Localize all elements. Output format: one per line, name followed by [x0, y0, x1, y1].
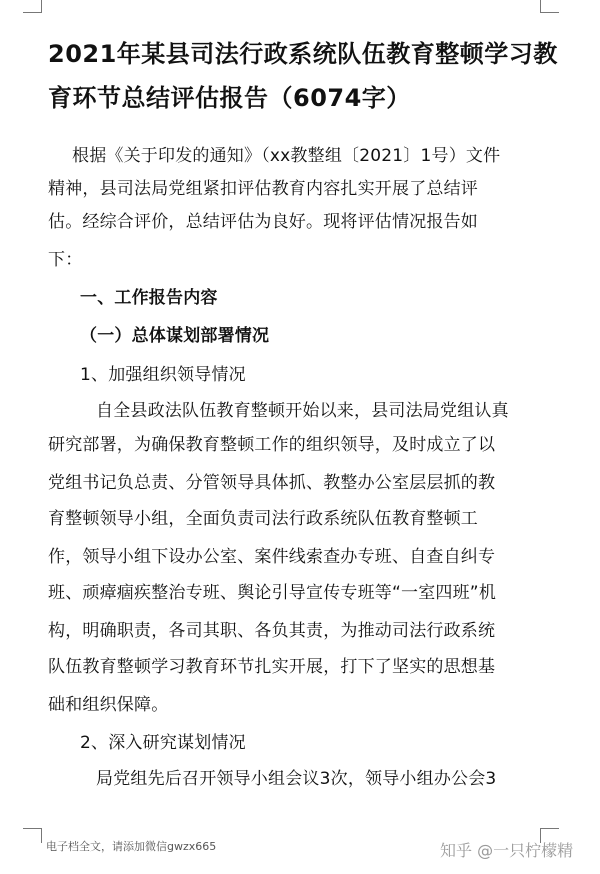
crop-mark-bottom-left	[23, 828, 42, 843]
document-title: 2021年某县司法行政系统队伍教育整顿学习教育环节总结评估报告（6074字）	[48, 40, 558, 112]
intro-line: 下：	[48, 250, 83, 270]
paragraph-line: 构，明确职责，各司其职、各负其责，为推动司法行政系统	[48, 621, 496, 641]
paragraph-line: 自全县政法队伍教育整顿开始以来，县司法局党组认真	[96, 401, 509, 421]
paragraph-line: 局党组先后召开领导小组会议3次，领导小组办公会3	[96, 769, 497, 789]
paragraph-line: 础和组织保障。	[48, 695, 169, 715]
footer-note: 电子档全文，请添加微信gwzx665	[46, 840, 217, 853]
intro-line: 根据《关于印发的通知》（xx教整组〔2021〕1号）文件	[72, 146, 501, 166]
item-heading: 2、深入研究谋划情况	[80, 733, 246, 753]
crop-mark-top-left	[23, 0, 42, 13]
paragraph-line: 育整顿领导小组，全面负责司法行政系统队伍教育整顿工	[48, 509, 478, 529]
crop-mark-top-right	[540, 0, 559, 13]
paragraph-line: 作，领导小组下设办公室、案件线索查办专班、自查自纠专	[48, 547, 496, 567]
paragraph-line: 班、顽瘴痼疾整治专班、舆论引导宣传专班等“一室四班”机	[48, 583, 497, 603]
subsection-heading: （一）总体谋划部署情况	[80, 326, 270, 346]
paragraph-line: 队伍教育整顿学习教育环节扎实开展，打下了坚实的思想基	[48, 657, 496, 677]
paragraph-line: 研究部署，为确保教育整顿工作的组织领导，及时成立了以	[48, 435, 496, 455]
section-heading: 一、工作报告内容	[80, 288, 218, 308]
intro-line: 估。经综合评价，总结评估为良好。现将评估情况报告如	[48, 212, 478, 232]
intro-line: 精神，县司法局党组紧扣评估教育内容扎实开展了总结评	[48, 179, 478, 199]
paragraph-line: 党组书记负总责、分管领导具体抓、教整办公室层层抓的教	[48, 473, 496, 493]
watermark: 知乎 @一只柠檬精	[440, 841, 574, 860]
item-heading: 1、加强组织领导情况	[80, 365, 246, 385]
